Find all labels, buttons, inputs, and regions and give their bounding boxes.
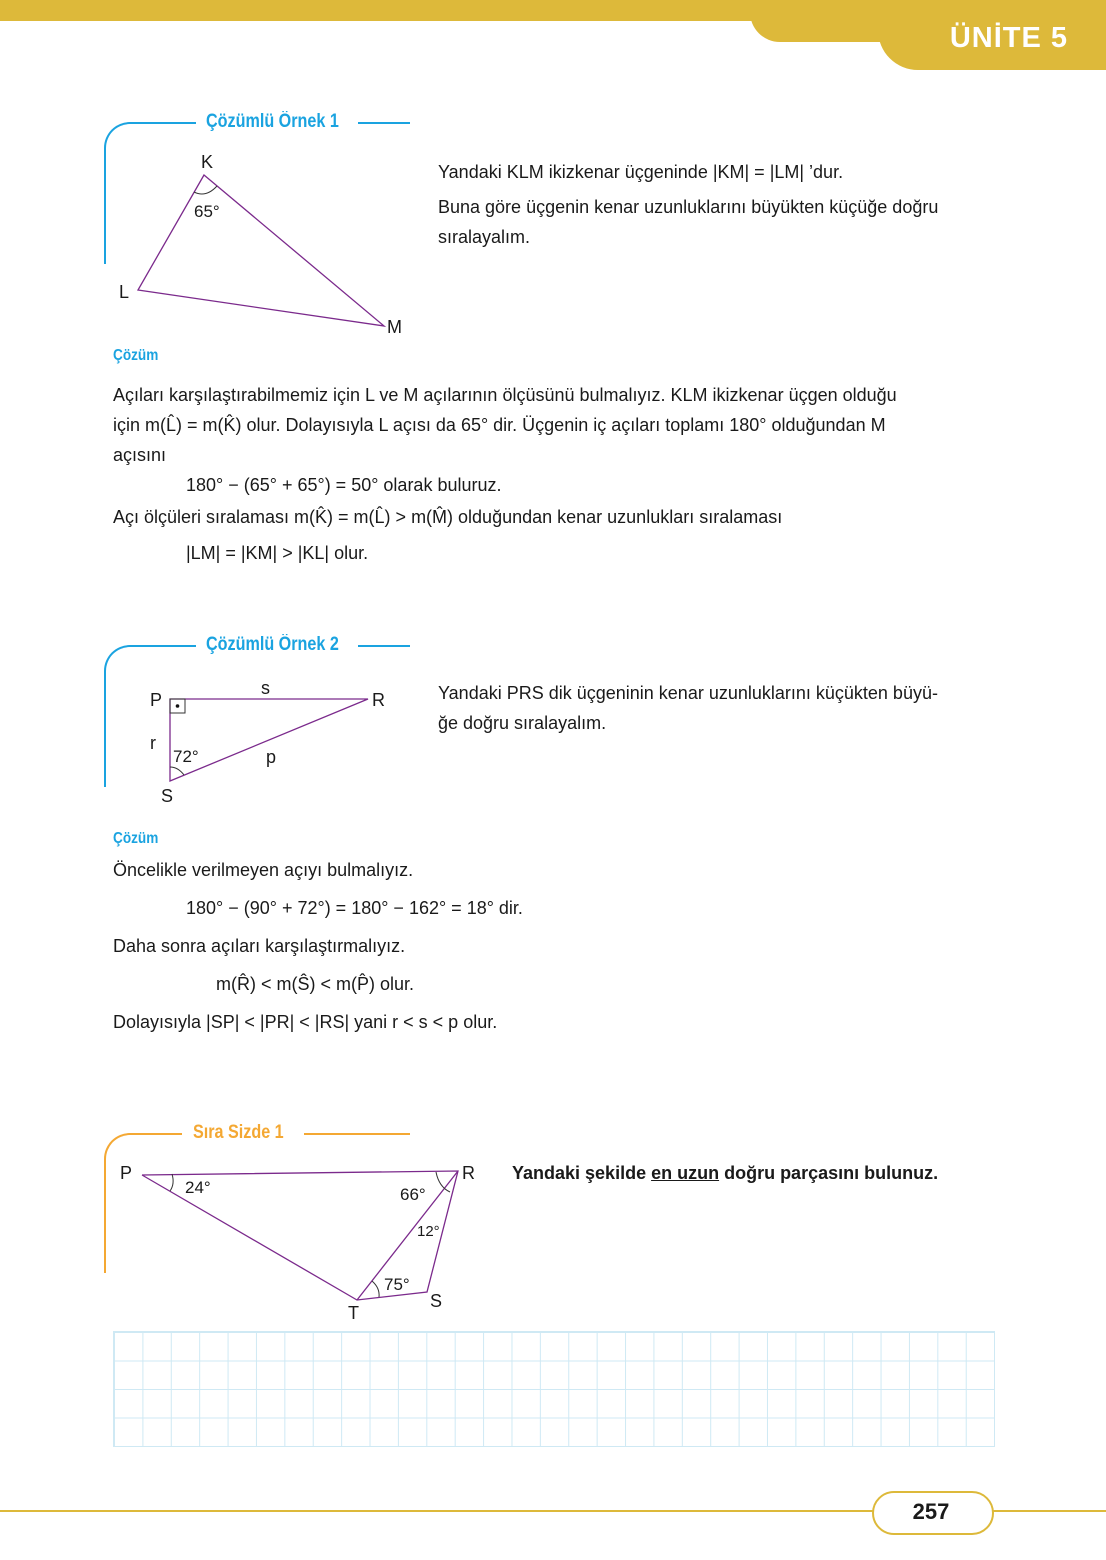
solution-line: |LM| = |KM| > |KL| olur. [186, 543, 369, 563]
unit-label: ÜNİTE 5 [949, 22, 1068, 54]
angle-k-label: 65° [194, 202, 220, 221]
example1-solution [113, 380, 1013, 568]
example2-solution [113, 851, 1013, 1041]
triangle-klm-figure [110, 145, 410, 345]
right-angle-dot [176, 704, 180, 708]
question-line: Yandaki KLM ikizkenar üçgeninde |KM| = |LM| ’dur. [438, 162, 844, 182]
question-line: Yandaki PRS dik üçgeninin kenar uzunluklarını küçükten büyü- [438, 683, 938, 703]
divider [304, 1133, 410, 1135]
angle-arc [170, 767, 184, 775]
quadrilateral-prst-figure [110, 1155, 490, 1325]
solution-line: Öncelikle verilmeyen açıyı bulmalıyız. [113, 860, 414, 880]
label-k: K [201, 152, 214, 172]
triangle-prs [170, 699, 368, 781]
solution-line: Dolayısıyla |SP| < |PR| < |RS| yani r < s < p olur. [113, 1012, 498, 1032]
label-r: R [372, 690, 385, 710]
side-p-label: p [266, 747, 277, 767]
angle-s-label: 72° [173, 747, 199, 766]
solution-title: Çözüm [113, 347, 159, 364]
label-r: R [462, 1163, 475, 1183]
angle-arc [170, 1174, 173, 1191]
solution-line: Açıları karşılaştırabilmemiz için L ve M açılarının ölçüsünü bulmalıyız. KLM ikizkenar üçgen olduğu [113, 385, 897, 405]
label-p: P [150, 690, 163, 710]
angle-75-label: 75° [384, 1275, 410, 1294]
question-line: Buna göre üçgenin kenar uzunluklarını büyükten küçüğe doğru [438, 197, 939, 217]
label-s: S [161, 786, 174, 806]
triangle-prs-figure [140, 675, 400, 810]
example2-question [438, 678, 938, 738]
angle-arc [372, 1281, 379, 1297]
solution-line: için m(L̂) = m(K̂) olur. Dolayısıyla L açısı da 65° dir. Üçgenin iç açıları toplamı 180° olduğundan M [113, 415, 886, 435]
divider [358, 122, 410, 124]
answer-grid[interactable] [113, 1331, 995, 1447]
question-text: Yandaki şekilde [512, 1163, 652, 1183]
solution-line: 180° − (65° + 65°) = 50° olarak buluruz. [186, 475, 502, 495]
exercise1-question [512, 1158, 938, 1188]
question-emphasis: en uzun [651, 1163, 720, 1183]
angle-12-label: 12° [417, 1223, 440, 1240]
solution-line: Açı ölçüleri sıralaması m(K̂) = m(L̂) > m(M̂) olduğundan kenar uzunlukları sıralaması [113, 507, 783, 527]
label-m: M [387, 317, 402, 337]
example2-title: Çözümlü Örnek 2 [206, 634, 339, 655]
angle-24-label: 24° [185, 1178, 211, 1197]
label-t: T [348, 1303, 359, 1323]
label-p: P [120, 1163, 133, 1183]
triangle-klm [138, 175, 384, 326]
label-s: S [430, 1291, 443, 1311]
question-text: doğru parçasını bulunuz. [719, 1163, 939, 1183]
solution-line: Daha sonra açıları karşılaştırmalıyız. [113, 936, 406, 956]
question-line: ğe doğru sıralayalım. [438, 713, 607, 733]
angle-66-label: 66° [400, 1185, 426, 1204]
side-s-label: s [261, 678, 270, 698]
example1-question [438, 157, 938, 252]
solution-title: Çözüm [113, 830, 159, 847]
solution-line: m(R̂) < m(Ŝ) < m(P̂) olur. [216, 974, 415, 994]
side-r-label: r [150, 733, 156, 753]
divider [358, 645, 410, 647]
page-number: 257 [912, 1499, 950, 1524]
question-line: sıralayalım. [438, 227, 531, 247]
solution-line: 180° − (90° + 72°) = 180° − 162° = 18° dir. [186, 898, 523, 918]
example1-title: Çözümlü Örnek 1 [206, 111, 339, 132]
label-l: L [119, 282, 130, 302]
angle-arc [436, 1172, 450, 1192]
exercise1-title: Sıra Sizde 1 [193, 1122, 284, 1143]
solution-line: açısını [113, 445, 167, 465]
